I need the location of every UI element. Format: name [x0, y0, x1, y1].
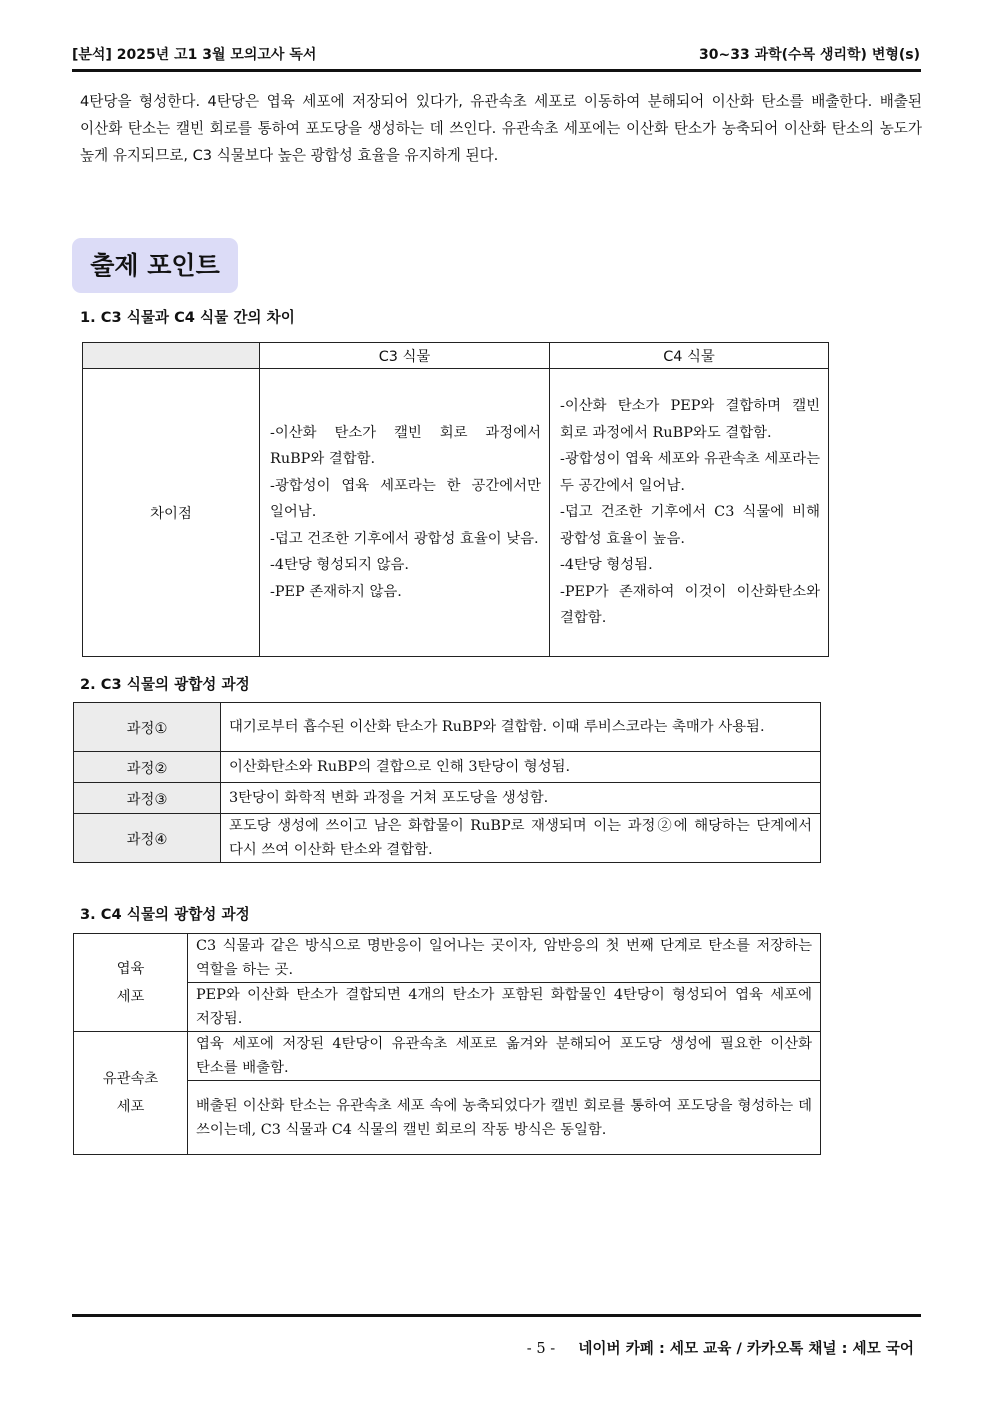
col-header-c4: C4 식물 — [550, 343, 829, 369]
process-label: 과정② — [74, 752, 221, 783]
table-row — [74, 1032, 821, 1081]
header-rule — [72, 69, 921, 72]
footer-channel-text: 네이버 카페 : 세모 교육 / 카카오톡 채널 : 세모 국어 — [578, 1340, 914, 1357]
process-text: 포도당 생성에 쓰이고 남은 화합물이 RuBP로 재생되며 이는 과정②에 해당하는 단계에서 다시 쓰여 이산화 탄소와 결합함. — [221, 814, 821, 863]
c3-line: -이산화 탄소가 캘빈 회로 과정에서 RuBP와 결합함. — [270, 424, 541, 468]
section-badge: 출제 포인트 — [72, 238, 238, 293]
header-right-title: 30~33 과학(수목 생리학) 변형(s) — [699, 47, 920, 63]
process-text: 이산화탄소와 RuBP의 결합으로 인해 3탄당이 형성됨. — [221, 752, 821, 783]
section1-title: 1. C3 식물과 C4 식물 간의 차이 — [80, 309, 295, 326]
c4-process-table — [73, 933, 821, 1155]
row-label-difference: 차이점 — [83, 369, 260, 657]
c3-c4-comparison-table — [82, 342, 829, 657]
mesophyll-text: C3 식물과 같은 방식으로 명반응이 일어나는 곳이자, 암반응의 첫 번째 단계로 탄소를 저장하는 역할을 하는 곳. — [188, 934, 821, 983]
intro-paragraph: 4탄당을 형성한다. 4탄당은 엽육 세포에 저장되어 있다가, 유관속초 세포로 이동하여 분해되어 이산화 탄소를 배출한다. 배출된 이산화 탄소는 캘빈 회로를 통하여 포도당을 생성하는 데 쓰인다. 유관속초 세포에는 이산화 탄소가 농축되어 이산화 탄소의 농도가 높게 유지되므로, C3 식물보다 높은 광합성 효율을 유지하게 된다. — [80, 93, 922, 164]
page-footer — [527, 1337, 914, 1358]
table-row — [74, 703, 821, 752]
section3-title: 3. C4 식물의 광합성 과정 — [80, 906, 250, 923]
page-number: - 5 - — [526, 1340, 556, 1357]
c4-line: -광합성이 엽육 세포와 유관속초 세포라는 두 공간에서 일어남. — [560, 451, 820, 494]
bundle-sheath-label: 유관속초 세포 — [74, 1032, 188, 1155]
mesophyll-label: 엽육 세포 — [74, 934, 188, 1032]
c4-line: -4탄당 형성됨. — [560, 557, 653, 574]
page-header — [72, 44, 920, 64]
c3-line: -PEP 존재하지 않음. — [270, 583, 402, 600]
bundle-sheath-text: 배출된 이산화 탄소는 유관속초 세포 속에 농축되었다가 캘빈 회로를 통하여 포도당을 형성하는 데 쓰이는데, C3 식물과 C4 식물의 캘빈 회로의 작동 방식은 동일함. — [188, 1081, 821, 1155]
process-label: 과정④ — [74, 814, 221, 863]
c4-line: -이산화 탄소가 PEP와 결합하며 캘빈 회로 과정에서 RuBP와도 결합함. — [560, 398, 820, 441]
c3-process-table — [73, 702, 821, 863]
table-row — [74, 752, 821, 783]
process-label: 과정① — [74, 703, 221, 752]
c3-line: -4탄당 형성되지 않음. — [270, 557, 409, 574]
c3-line: -광합성이 엽육 세포라는 한 공간에서만 일어남. — [270, 477, 541, 521]
process-text: 3탄당이 화학적 변화 과정을 거쳐 포도당을 생성함. — [221, 783, 821, 814]
c4-line: -덥고 건조한 기후에서 C3 식물에 비해 광합성 효율이 높음. — [560, 504, 820, 547]
header-left-title: [분석] 2025년 고1 3월 모의고사 독서 — [72, 47, 317, 63]
bundle-sheath-text: 엽육 세포에 저장된 4탄당이 유관속초 세포로 옮겨와 분해되어 포도당 생성에 필요한 이산화 탄소를 배출함. — [188, 1032, 821, 1081]
table-row — [74, 814, 821, 863]
table-row — [74, 934, 821, 983]
footer-rule — [72, 1314, 921, 1317]
process-label: 과정③ — [74, 783, 221, 814]
c3-line: -덥고 건조한 기후에서 광합성 효율이 낮음. — [270, 530, 539, 547]
c4-difference-cell — [550, 369, 829, 657]
col-header-c3: C3 식물 — [260, 343, 550, 369]
section2-title: 2. C3 식물의 광합성 과정 — [80, 676, 250, 693]
c3-difference-cell — [260, 369, 550, 657]
c4-line: -PEP가 존재하여 이것이 이산화탄소와 결합함. — [560, 583, 820, 627]
mesophyll-text: PEP와 이산화 탄소가 결합되면 4개의 탄소가 포함된 화합물인 4탄당이 형성되어 엽육 세포에 저장됨. — [188, 983, 821, 1032]
process-text: 대기로부터 흡수된 이산화 탄소가 RuBP와 결합함. 이때 루비스코라는 촉매가 사용됨. — [221, 703, 821, 752]
table-corner-cell — [83, 343, 260, 369]
table-row — [74, 783, 821, 814]
